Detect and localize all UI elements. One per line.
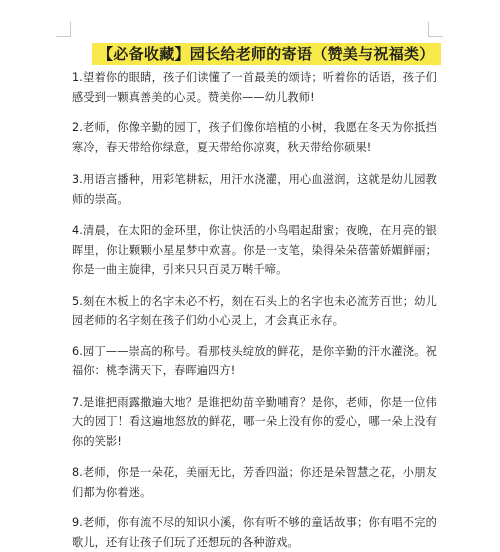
document-body — [72, 68, 437, 552]
paragraph-1: 1.望着你的眼睛，孩子们读懂了一首最美的颂诗；听着你的话语，孩子们感受到一颗真善美的心灵。赞美你——幼儿教师! — [72, 71, 437, 104]
document-title: 【必备收藏】园长给老师的寄语（赞美与祝福类） — [92, 43, 441, 65]
paragraph-4: 4.清晨，在太阳的金环里，你让快活的小鸟唱起甜蜜；夜晚，在月亮的银晖里，你让颗颗小星星梦中欢喜。你是一支笔，染得朵朵蓓蕾娇媚鲜丽；你是一曲主旋律，引来只只百灵万啭千啼。 — [72, 224, 437, 276]
paragraph-9: 9.老师，你有流不尽的知识小溪，你有听不够的童话故事；你有唱不完的歌儿，还有让孩子们玩了还想玩的各种游戏。 — [72, 516, 437, 549]
paragraph-2: 2.老师，你像辛勤的园丁，孩子们像你培植的小树，我愿在冬天为你抵挡寒冷，春天带给你绿意，夏天带给你凉爽，秋天带给你硕果! — [72, 121, 437, 154]
paragraph-5: 5.刻在木板上的名字未必不朽，刻在石头上的名字也未必流芳百世；幼儿园老师的名字刻在孩子们幼小心灵上，才会真正永存。 — [72, 294, 437, 327]
paragraph-6: 6.园丁——崇高的称号。看那枝头绽放的鲜花，是你辛勤的汗水灌浇。祝福你：桃李满天下，春晖遍四方! — [72, 344, 437, 377]
page-corner-mark-right — [428, 22, 443, 37]
paragraph-3: 3.用语言播种，用彩笔耕耘，用汗水浇灌，用心血滋润，这就是幼儿园教师的崇高。 — [72, 173, 437, 206]
paragraph-7: 7.是谁把雨露撒遍大地？是谁把幼苗辛勤哺育？是你，老师，你是一位伟大的园丁！看这遍地怒放的鲜花，哪一朵上没有你的爱心，哪一朵上没有你的笑影! — [72, 395, 437, 448]
paragraph-8: 8.老师，你是一朵花，美丽无比，芳香四溢；你还是朵智慧之花，小朋友们都为你着迷。 — [72, 466, 437, 499]
title-container — [92, 43, 441, 65]
page-corner-mark-left — [56, 22, 71, 37]
